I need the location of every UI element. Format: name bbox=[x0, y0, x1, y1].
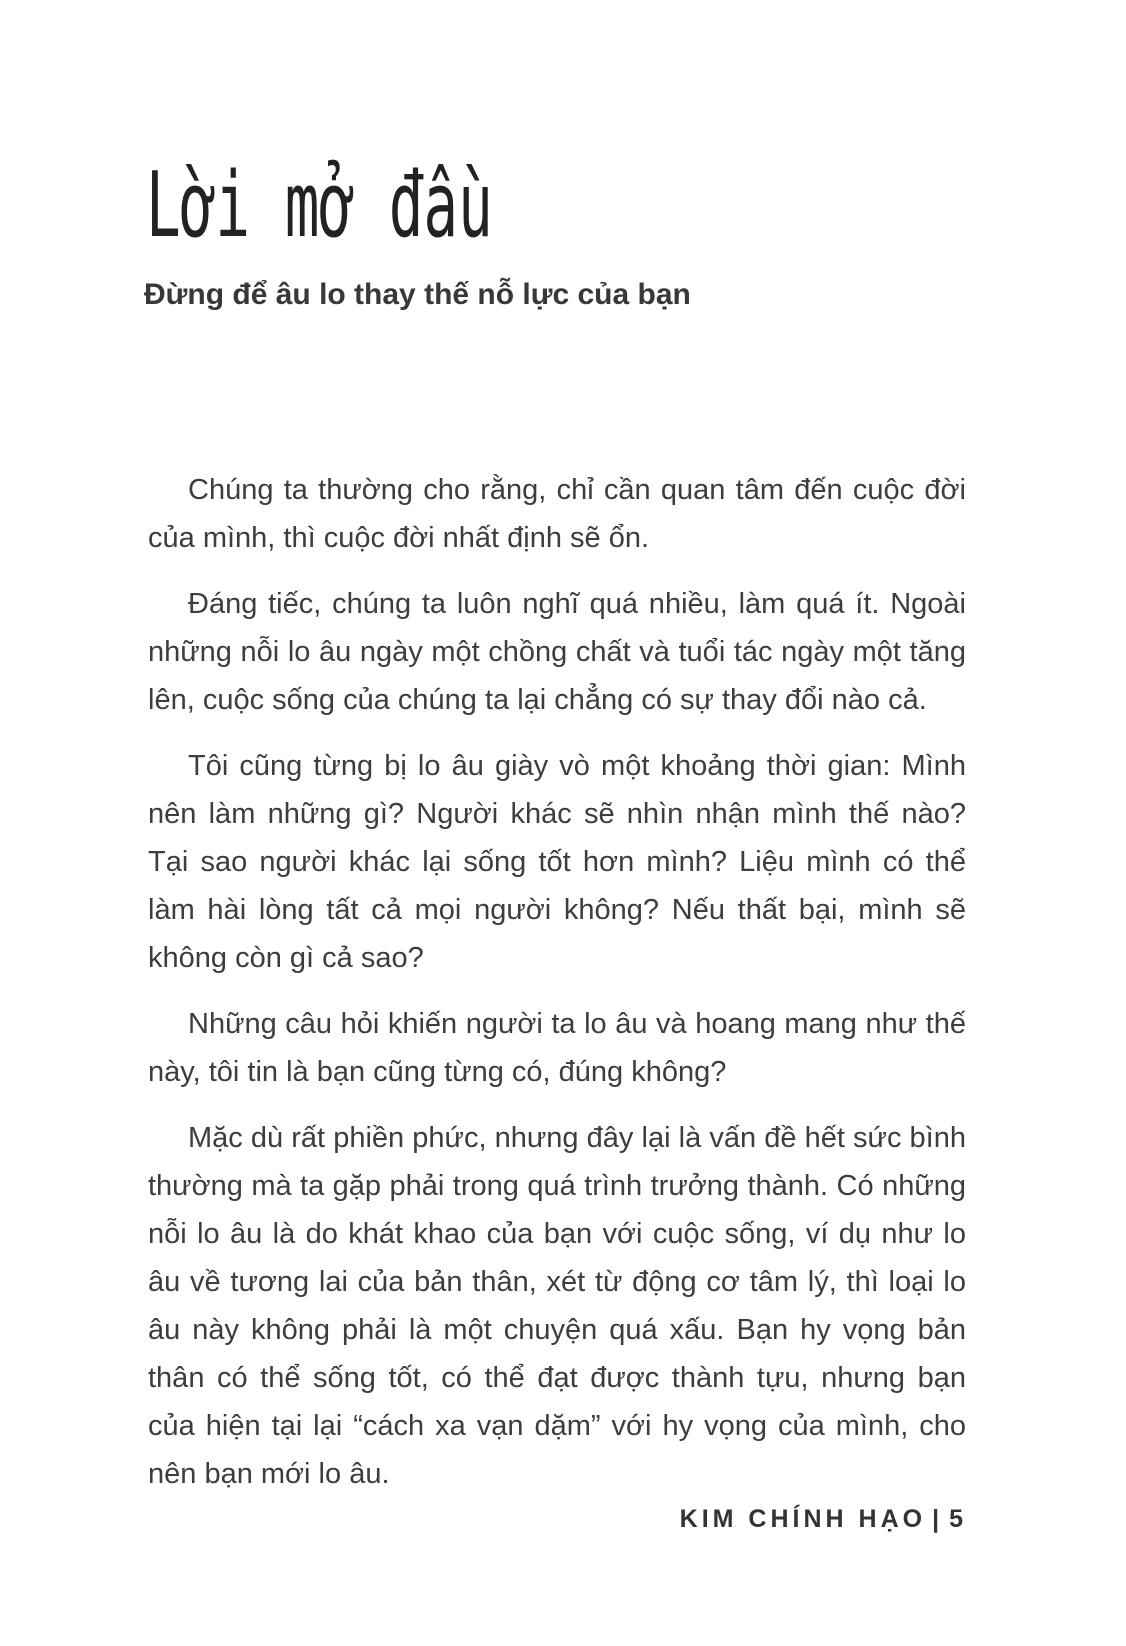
footer-author: KIM CHÍNH HẠO bbox=[679, 1505, 927, 1533]
paragraph-4: Những câu hỏi khiến người ta lo âu và hoang mang như thế này, tôi tin là bạn cũng từng có, đúng không? bbox=[148, 1008, 966, 1088]
chapter-subtitle: Đừng để âu lo thay thế nỗ lực của bạn bbox=[144, 278, 691, 311]
page-footer bbox=[680, 1504, 967, 1534]
paragraph-2: Đáng tiếc, chúng ta luôn nghĩ quá nhiều, làm quá ít. Ngoài những nỗi lo âu ngày một chồng chất và tuổi tác ngày một tăng lên, cuộc sống của chúng ta lại chẳng có sự thay đổi nào cả. bbox=[148, 588, 966, 716]
footer-separator: | bbox=[932, 1505, 944, 1533]
paragraph-5: Mặc dù rất phiền phức, nhưng đây lại là vấn đề hết sức bình thường mà ta gặp phải trong quá trình trưởng thành. Có những nỗi lo âu là do khát khao của bạn với cuộc sống, ví dụ như lo âu về tương lai của bản thân, xét từ động cơ tâm lý, thì loại lo âu này không phải là một chuyện quá xấu. Bạn hy vọng bản thân có thể sống tốt, có thể đạt được thành tựu, nhưng bạn của hiện tại lại “cách xa vạn dặm” với hy vọng của mình, cho nên bạn mới lo âu. bbox=[148, 1122, 966, 1490]
footer-page-number: 5 bbox=[949, 1505, 967, 1533]
chapter-title: Lời mở đầu bbox=[146, 153, 493, 258]
body-text bbox=[148, 466, 966, 1498]
paragraph-1: Chúng ta thường cho rằng, chỉ cần quan tâm đến cuộc đời của mình, thì cuộc đời nhất định sẽ ổn. bbox=[148, 474, 966, 554]
paragraph-3: Tôi cũng từng bị lo âu giày vò một khoảng thời gian: Mình nên làm những gì? Người khác sẽ nhìn nhận mình thế nào? Tại sao người khác lại sống tốt hơn mình? Liệu mình có thể làm hài lòng tất cả mọi người không? Nếu thất bại, mình sẽ không còn gì cả sao? bbox=[148, 750, 966, 974]
